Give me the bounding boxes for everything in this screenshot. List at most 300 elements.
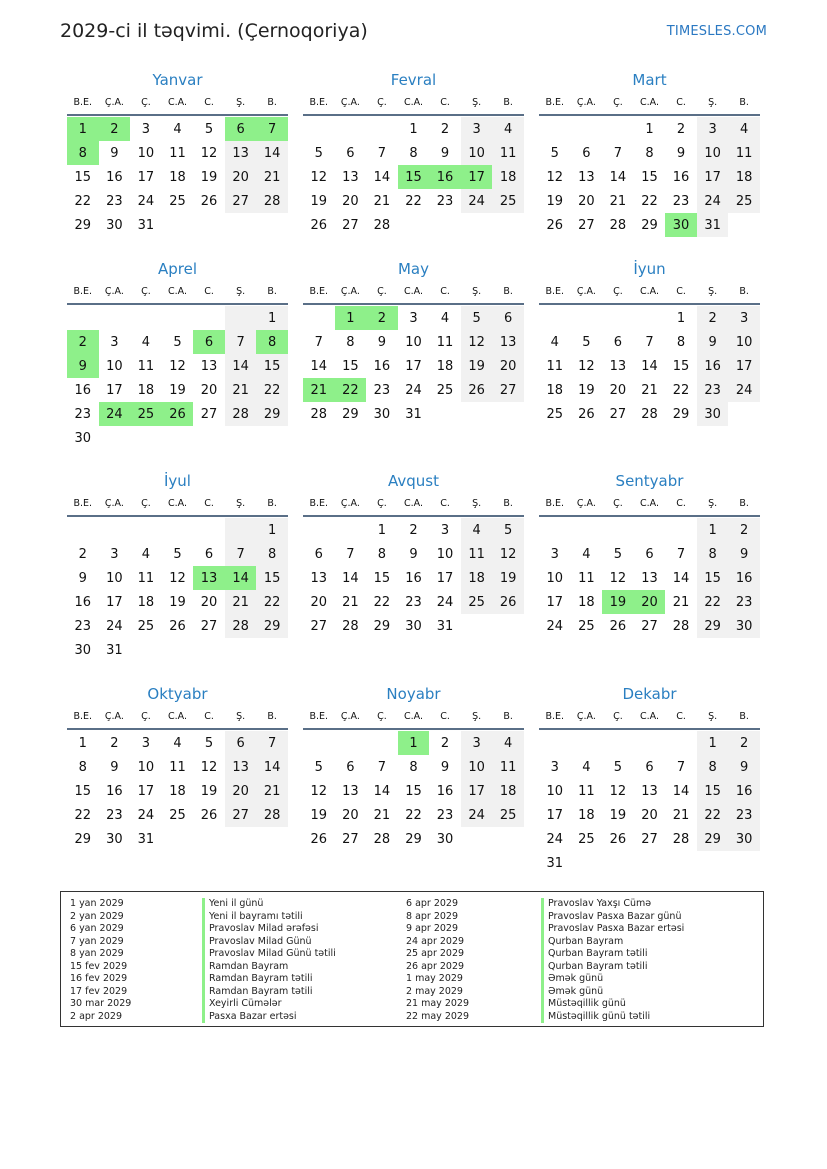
day-cell: 9 (110, 145, 119, 161)
day-cell: 27 (200, 618, 218, 634)
weekday-label: Ç. (141, 285, 151, 297)
day-cell: 23 (436, 193, 454, 209)
empty-cell (539, 306, 571, 330)
weekday-label: B. (503, 497, 513, 509)
day-cell: 8 (78, 759, 87, 775)
day-cell: 25 (436, 382, 454, 398)
day-cell: 17 (405, 358, 422, 374)
day-cell: 13 (225, 141, 257, 165)
day-cell: 14 (672, 570, 690, 586)
weekday-header (539, 704, 760, 730)
day-cell: 20 (641, 807, 658, 823)
weekday-label: C.A. (167, 96, 187, 108)
day-cell: 15 (256, 354, 288, 378)
day-cell: 30 (697, 402, 729, 426)
month-name: İyul (164, 472, 191, 490)
day-cell: 17 (697, 165, 729, 189)
day-cell: 15 (405, 783, 422, 799)
legend-date: 6 yan 2029 (70, 923, 124, 934)
weekday-label: Ç.A. (576, 96, 596, 108)
day-cell: 19 (578, 382, 595, 398)
day-cell: 5 (582, 334, 591, 350)
month-3 (539, 70, 760, 237)
day-cell: 20 (225, 779, 257, 803)
day-cell: 24 (546, 618, 564, 634)
day-cell: 27 (225, 189, 257, 213)
day-cell: 4 (440, 310, 450, 326)
day-cell: 11 (461, 542, 493, 566)
holiday-day-cell: 30 (665, 213, 697, 237)
empty-cell (99, 306, 131, 330)
day-cell: 23 (728, 590, 760, 614)
legend-date: 7 yan 2029 (70, 935, 124, 947)
day-cell: 17 (461, 779, 493, 803)
empty-cell (634, 731, 666, 755)
month-2 (303, 70, 524, 237)
legend-date: 9 apr 2029 (406, 923, 459, 934)
day-cell: 6 (613, 334, 623, 350)
day-cell: 6 (204, 546, 214, 562)
weekday-label: C. (676, 497, 686, 509)
day-cell: 15 (641, 169, 658, 185)
day-cell: 27 (641, 618, 658, 634)
weekday-label: Ç. (377, 710, 387, 722)
weekday-label: B. (267, 497, 277, 509)
day-grid (539, 731, 760, 875)
day-cell: 12 (169, 570, 186, 586)
day-cell: 28 (256, 803, 288, 827)
day-cell: 5 (173, 334, 182, 350)
month-10 (67, 684, 288, 851)
day-cell: 11 (728, 141, 760, 165)
legend-date: 16 fev 2029 (70, 973, 128, 984)
day-cell: 25 (492, 189, 524, 213)
day-cell: 4 (141, 334, 151, 350)
day-cell: 1 (409, 121, 418, 137)
day-cell: 5 (613, 759, 623, 775)
weekday-label: B.E. (73, 96, 93, 108)
day-cell: 23 (728, 803, 760, 827)
holiday-day-cell: 6 (225, 117, 257, 141)
day-cell: 22 (74, 193, 92, 209)
day-cell: 10 (546, 570, 564, 586)
legend-names-col-1 (202, 898, 336, 1023)
weekday-label: B. (739, 710, 749, 722)
day-cell: 20 (342, 193, 359, 209)
day-grid (67, 117, 288, 237)
day-cell: 18 (169, 169, 186, 185)
holiday-day-cell: 2 (99, 117, 131, 141)
day-cell: 7 (645, 334, 654, 350)
day-cell: 4 (141, 546, 151, 562)
day-cell: 4 (728, 117, 760, 141)
holiday-day-cell: 1 (67, 117, 99, 141)
day-cell: 2 (676, 121, 686, 137)
day-cell: 17 (137, 169, 155, 185)
day-cell: 24 (461, 803, 493, 827)
day-cell: 29 (342, 406, 359, 422)
day-cell: 25 (546, 406, 564, 422)
day-cell: 1 (697, 518, 729, 542)
empty-cell (162, 518, 194, 542)
weekday-label: Ş. (236, 285, 246, 297)
day-cell: 31 (405, 406, 422, 422)
day-cell: 26 (200, 193, 218, 209)
day-cell: 13 (578, 169, 595, 185)
weekday-label: Ç. (613, 710, 623, 722)
weekday-label: C. (204, 96, 214, 108)
weekday-label: Ç.A. (576, 497, 596, 509)
day-cell: 12 (578, 358, 595, 374)
day-cell: 19 (169, 594, 186, 610)
day-cell: 10 (137, 145, 155, 161)
weekday-label: Ş. (472, 710, 482, 722)
day-cell: 8 (346, 334, 355, 350)
weekday-label: C. (204, 285, 214, 297)
day-cell: 22 (697, 803, 729, 827)
day-cell: 10 (461, 755, 493, 779)
day-cell: 22 (256, 590, 288, 614)
weekday-label: Ş. (236, 710, 246, 722)
day-cell: 24 (728, 378, 760, 402)
empty-cell (539, 117, 571, 141)
day-cell: 12 (169, 358, 186, 374)
legend-holiday-name: Müstəqillik günü tətili (541, 1011, 684, 1024)
weekday-label: B.E. (73, 497, 93, 509)
day-cell: 27 (225, 803, 257, 827)
weekday-label: Ş. (708, 710, 718, 722)
day-cell: 18 (169, 783, 186, 799)
day-cell: 14 (641, 358, 658, 374)
day-cell: 30 (728, 827, 760, 851)
day-cell: 18 (137, 382, 155, 398)
empty-cell (665, 731, 697, 755)
day-cell: 11 (546, 358, 564, 374)
weekday-label: B. (267, 96, 277, 108)
day-cell: 6 (225, 731, 257, 755)
weekday-label: C.A. (167, 710, 187, 722)
day-cell: 1 (256, 518, 288, 542)
day-cell: 29 (672, 406, 690, 422)
month-8 (303, 471, 524, 638)
weekday-label: Ş. (472, 497, 482, 509)
day-cell: 8 (697, 542, 729, 566)
holiday-day-cell: 7 (256, 117, 288, 141)
day-cell: 7 (225, 542, 257, 566)
day-cell: 11 (137, 358, 155, 374)
day-cell: 18 (546, 382, 564, 398)
day-cell: 19 (200, 169, 218, 185)
weekday-label: C. (676, 710, 686, 722)
day-cell: 5 (314, 145, 323, 161)
day-cell: 19 (169, 382, 186, 398)
day-cell: 18 (436, 358, 454, 374)
day-cell: 2 (409, 522, 418, 538)
day-cell: 10 (106, 358, 123, 374)
day-cell: 30 (373, 406, 391, 422)
legend-holiday-name: Pravoslav Milad ərəfəsi (202, 923, 336, 936)
holiday-day-cell: 25 (130, 402, 162, 426)
holiday-day-cell: 6 (193, 330, 225, 354)
day-cell: 15 (74, 169, 92, 185)
day-cell: 23 (697, 378, 729, 402)
day-cell: 15 (342, 358, 359, 374)
legend-holiday-name: Pravoslav Pasxa Bazar günü (541, 911, 684, 924)
day-cell: 9 (78, 570, 87, 586)
empty-cell (225, 306, 257, 330)
day-cell: 31 (697, 213, 729, 237)
empty-cell (602, 117, 634, 141)
weekday-label: Ç. (377, 497, 387, 509)
empty-cell (335, 117, 367, 141)
empty-cell (571, 518, 603, 542)
day-cell: 30 (106, 831, 123, 847)
day-cell: 14 (609, 169, 627, 185)
day-cell: 14 (256, 141, 288, 165)
weekday-label: Ç. (613, 497, 623, 509)
weekday-label: Ş. (708, 96, 718, 108)
day-cell: 11 (169, 759, 186, 775)
weekday-label: C.A. (167, 497, 187, 509)
day-cell: 7 (225, 330, 257, 354)
day-cell: 20 (609, 382, 627, 398)
day-cell: 20 (310, 594, 328, 610)
day-cell: 7 (346, 546, 355, 562)
weekday-label: Ç.A. (340, 497, 360, 509)
day-cell: 10 (137, 759, 155, 775)
month-name: Oktyabr (147, 685, 208, 703)
day-cell: 28 (225, 402, 257, 426)
day-cell: 14 (373, 783, 391, 799)
weekday-label: B. (267, 710, 277, 722)
day-cell: 1 (377, 522, 387, 538)
day-cell: 15 (697, 566, 729, 590)
weekday-label: Ç.A. (104, 710, 124, 722)
day-cell: 20 (225, 165, 257, 189)
day-cell: 19 (310, 193, 328, 209)
day-cell: 22 (405, 807, 422, 823)
day-grid (303, 731, 524, 851)
day-cell: 10 (697, 141, 729, 165)
legend-holiday-name: Ramdan Bayram tətili (202, 973, 336, 986)
empty-cell (99, 518, 131, 542)
day-cell: 23 (373, 382, 391, 398)
day-cell: 5 (613, 546, 623, 562)
empty-cell (366, 117, 398, 141)
page-title: 2029-ci il təqvimi. (Çernoqoriya) (60, 20, 368, 42)
day-cell: 21 (672, 807, 690, 823)
day-cell: 28 (373, 217, 391, 233)
day-cell: 8 (409, 759, 418, 775)
day-cell: 4 (582, 546, 591, 562)
day-cell: 4 (492, 117, 524, 141)
day-cell: 19 (200, 783, 218, 799)
day-grid (67, 731, 288, 851)
day-cell: 29 (256, 614, 288, 638)
day-cell: 10 (405, 334, 422, 350)
holiday-day-cell: 1 (335, 306, 367, 330)
month-4 (67, 259, 288, 450)
day-cell: 17 (106, 382, 123, 398)
day-cell: 26 (546, 217, 564, 233)
day-cell: 3 (697, 117, 729, 141)
day-cell: 3 (110, 546, 119, 562)
weekday-label: Ç. (377, 285, 387, 297)
empty-cell (303, 518, 335, 542)
legend-holiday-name: Yeni il günü (202, 898, 336, 911)
day-cell: 20 (342, 807, 359, 823)
day-cell: 5 (204, 121, 214, 137)
day-cell: 19 (310, 807, 328, 823)
holiday-day-cell: 13 (193, 566, 225, 590)
day-cell: 21 (609, 193, 627, 209)
day-cell: 3 (461, 731, 493, 755)
holiday-day-cell: 16 (429, 165, 461, 189)
day-cell: 2 (78, 546, 87, 562)
weekday-label: Ç.A. (340, 96, 360, 108)
weekday-label: C. (204, 497, 214, 509)
day-cell: 13 (342, 169, 359, 185)
empty-cell (130, 518, 162, 542)
month-name: Fevral (390, 71, 437, 89)
empty-cell (571, 306, 603, 330)
weekday-label: B. (503, 710, 513, 722)
day-cell: 19 (609, 807, 627, 823)
legend-date: 30 mar 2029 (70, 998, 132, 1009)
day-cell: 30 (106, 217, 123, 233)
day-cell: 18 (578, 807, 595, 823)
empty-cell (67, 518, 99, 542)
empty-cell (602, 731, 634, 755)
day-cell: 16 (106, 169, 123, 185)
day-cell: 7 (377, 759, 387, 775)
month-name: İyun (633, 260, 666, 278)
day-cell: 29 (373, 618, 391, 634)
weekday-label: C.A. (403, 285, 423, 297)
day-cell: 16 (728, 779, 760, 803)
day-cell: 6 (582, 145, 591, 161)
day-cell: 26 (310, 831, 328, 847)
day-cell: 7 (676, 759, 686, 775)
empty-cell (225, 518, 257, 542)
day-cell: 18 (492, 779, 524, 803)
day-cell: 22 (641, 193, 658, 209)
legend-holiday-name: Pravoslav Yaxşı Cümə (541, 898, 684, 911)
day-cell: 3 (440, 522, 450, 538)
day-cell: 13 (310, 570, 328, 586)
empty-cell (634, 518, 666, 542)
day-cell: 6 (645, 546, 654, 562)
day-cell: 25 (169, 807, 186, 823)
legend-date: 1 yan 2029 (70, 898, 124, 909)
holiday-day-cell: 1 (398, 731, 430, 755)
legend-holiday-name: Qurban Bayram (541, 936, 684, 949)
day-cell: 31 (436, 618, 454, 634)
holiday-day-cell: 14 (225, 566, 257, 590)
holiday-day-cell: 2 (366, 306, 398, 330)
day-cell: 7 (314, 334, 323, 350)
weekday-label: C. (676, 96, 686, 108)
day-cell: 24 (697, 189, 729, 213)
day-cell: 29 (74, 217, 92, 233)
day-cell: 3 (461, 117, 493, 141)
legend-date: 8 apr 2029 (406, 910, 459, 922)
legend-date: 2 apr 2029 (70, 1010, 123, 1022)
day-cell: 31 (137, 831, 155, 847)
day-cell: 27 (342, 831, 359, 847)
holiday-day-cell: 2 (67, 330, 99, 354)
legend-holiday-name: Ramdan Bayram tətili (202, 986, 336, 999)
day-cell: 27 (200, 406, 218, 422)
day-cell: 6 (346, 759, 355, 775)
day-cell: 26 (461, 378, 493, 402)
legend-holiday-name: Yeni il bayramı tətili (202, 911, 336, 924)
weekday-label: C.A. (639, 285, 659, 297)
day-cell: 28 (225, 614, 257, 638)
weekday-label: B.E. (545, 285, 565, 297)
day-cell: 29 (74, 831, 92, 847)
day-cell: 3 (141, 735, 151, 751)
day-cell: 22 (373, 594, 391, 610)
day-cell: 14 (225, 354, 257, 378)
day-cell: 11 (137, 570, 155, 586)
day-cell: 30 (74, 642, 92, 658)
day-cell: 13 (225, 755, 257, 779)
weekday-label: C. (440, 285, 450, 297)
day-cell: 21 (373, 807, 391, 823)
weekday-label: B.E. (545, 710, 565, 722)
weekday-header (303, 90, 524, 116)
day-cell: 2 (728, 731, 760, 755)
month-name: Dekabr (622, 685, 677, 703)
day-cell: 25 (461, 590, 493, 614)
day-grid (539, 306, 760, 426)
holiday-day-cell: 15 (398, 165, 430, 189)
empty-cell (665, 518, 697, 542)
day-cell: 17 (728, 354, 760, 378)
day-cell: 7 (377, 145, 387, 161)
day-cell: 5 (314, 759, 323, 775)
legend-holiday-name: Qurban Bayram tətili (541, 961, 684, 974)
day-cell: 14 (373, 169, 391, 185)
empty-cell (571, 731, 603, 755)
day-cell: 24 (461, 189, 493, 213)
day-cell: 9 (409, 546, 418, 562)
day-cell: 23 (74, 406, 92, 422)
empty-cell (539, 518, 571, 542)
day-cell: 9 (676, 145, 686, 161)
day-cell: 11 (436, 334, 454, 350)
weekday-label: Ş. (708, 497, 718, 509)
day-cell: 16 (436, 783, 454, 799)
month-name: May (397, 260, 429, 278)
day-cell: 19 (461, 354, 493, 378)
day-cell: 11 (492, 141, 524, 165)
day-grid (67, 306, 288, 450)
day-cell: 19 (492, 566, 524, 590)
day-cell: 20 (578, 193, 595, 209)
month-name: Aprel (157, 260, 198, 278)
day-cell: 14 (672, 783, 690, 799)
day-cell: 28 (256, 189, 288, 213)
day-cell: 29 (697, 614, 729, 638)
day-cell: 16 (74, 594, 92, 610)
day-cell: 26 (310, 217, 328, 233)
month-name: Yanvar (152, 71, 203, 89)
day-cell: 26 (609, 831, 627, 847)
legend-holiday-name: Ramdan Bayram (202, 961, 336, 974)
site-link[interactable]: TIMESLES.COM (666, 24, 767, 39)
